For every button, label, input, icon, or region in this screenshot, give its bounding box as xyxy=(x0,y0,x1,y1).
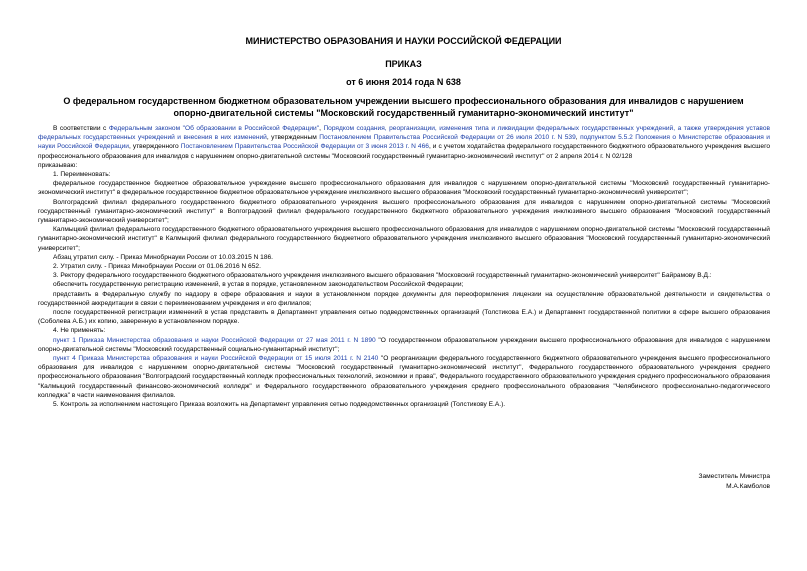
preamble-paragraph xyxy=(38,124,770,161)
item-4-text: "О реорганизации федерального государственного бюджетного образовательного учреждения высшего профессионального образования для инвалидов с нарушением опорно-двигательной системы "Московский государственный гуманитарно-экономический институт", Федерального государственного образовательного учреждения среднего профессионального образования "Волгоградский государственный колледж профессиональных технологий, экономики и права", Федерального государственного образовательного учреждения среднего профессионального образования "Калмыцкий государственный финансово-экономический колледж" и Федерального государственного образовательного учреждения среднего профессионального образования "Челябинского профессионально-педагогического колледжа" в части наименования филиалов. xyxy=(38,355,770,399)
order-1890-link[interactable]: пункт 1 Приказа Министерства образования и науки Российской Федерации от 27 мая 2011 г. N 1890 xyxy=(53,336,376,344)
item-5: 5. Контроль за исполнением настоящего Приказа возложить на Департамент управления сетью подведомственных организаций (Толстикову Е.А.). xyxy=(53,401,506,409)
ministry-regulation-link[interactable]: подпунктом 5.5.2 Положения о Министерстве образования и науки Российской Федерации xyxy=(38,134,770,151)
preamble-text: В соответствии с xyxy=(53,125,109,132)
item-1-paragraph: Волгоградский филиал федерального государственного бюджетного образовательного учреждения высшего профессионального образования для инвалидов с нарушением опорно-двигательной системы "Московский государственный гуманитарно-экономический институт" в Волгоградский филиал федерального государственного бюджетного образовательного учреждения инклюзивного высшего образования "Московский государственный гуманитарно-экономический университет"; xyxy=(38,198,770,225)
preamble-text: , утвержденным xyxy=(266,134,320,142)
document-type: ПРИКАЗ xyxy=(385,59,422,69)
item-2: 2. Утратил силу. - Приказ Минобрнауки России от 01.06.2016 N 652. xyxy=(53,263,261,271)
document-date-number: от 6 июня 2014 года N 638 xyxy=(346,77,461,87)
preamble-text: , xyxy=(575,134,581,142)
item-3-paragraph: представить в Федеральную службу по надзору в сфере образования и науки в установленном порядке документы для переоформления лицензии на осуществление образовательной деятельности и свидетельства о государственной аккредитации в связи с переименованием учреждения и его филиалов; xyxy=(38,290,770,307)
item-1-heading: 1. Переименовать: xyxy=(53,171,111,179)
item-4-paragraph xyxy=(38,354,770,400)
ministry-heading: МИНИСТЕРСТВО ОБРАЗОВАНИЯ И НАУКИ РОССИЙСКОЙ ФЕДЕРАЦИИ xyxy=(245,36,562,46)
signatory-position: Заместитель Министра xyxy=(698,473,770,480)
document-title: О федеральном государственном бюджетном образовательном учреждении высшего профессионального образования для инвалидов с нарушением опорно-двигательной системы "Московский государственный гуманитарно-экономический институт" xyxy=(63,96,744,118)
item-1-paragraph: Абзац утратил силу. - Приказ Минобрнауки России от 10.03.2015 N 186. xyxy=(53,253,274,261)
preamble-text: , утвержденного xyxy=(128,143,181,151)
preamble-text: , xyxy=(319,125,324,132)
item-1-paragraph: Калмыцкий филиал федерального государственного бюджетного образовательного учреждения высшего профессионального образования для инвалидов с нарушением опорно-двигательной системы "Московский государственный гуманитарно-экономический институт" в Калмыцкий филиал федерального государственного бюджетного образовательного учреждения инклюзивного высшего образования "Московский государственный гуманитарно-экономический университет"; xyxy=(38,226,770,252)
signature-block xyxy=(698,472,770,492)
resolution-539-link[interactable]: Постановлением Правительства Российской Федерации от 26 июля 2010 г. N 539 xyxy=(319,134,576,142)
item-3-heading: 3. Ректору федерального государственного бюджетного образовательного учреждения инклюзивного высшего образования "Московский государственный гуманитарно-экономический университет" Байрамову В.Д.: xyxy=(53,272,712,280)
order-2140-link[interactable]: пункт 4 Приказа Министерства образования и науки Российской Федерации от 15 июля 2011 г. N 2140 xyxy=(53,355,379,363)
federal-law-link[interactable]: Федеральным законом "Об образовании в Российской Федерации" xyxy=(108,125,320,132)
item-4-text: "О государственном образовательном учреждении высшего профессионального образования для инвалидов с нарушением опорно-двигательной системы "Московский государственный социально-гуманитарный институт"; xyxy=(38,336,770,353)
orders-line: приказываю: xyxy=(38,161,78,169)
resolution-466-link[interactable]: Постановлением Правительства Российской Федерации от 3 июня 2013 г. N 466 xyxy=(180,143,429,151)
signatory-name: М.А.Камболов xyxy=(726,483,770,490)
item-3-paragraph: обеспечить государственную регистрацию изменений, в устав в порядке, установленном законодательством Российской Федерации; xyxy=(53,281,464,289)
item-4-heading: 4. Не применять: xyxy=(53,327,106,335)
preamble-text: , и с учетом ходатайства федерального государственного бюджетного образовательного учреждения высшего профессионального образования для инвалидов с нарушением опорно-двигательной системы "Московский государственный гуманитарно-экономический институт" от 2 апреля 2014 г. N 02/128 xyxy=(38,143,771,160)
item-1-paragraph: федеральное государственное бюджетное образовательное учреждение высшего профессионального образования для инвалидов с нарушением опорно-двигательной системы "Московский государственный гуманитарно-экономический институт" в федеральное государственное бюджетное образовательное учреждение инклюзивного высшего образования "Московский государственный гуманитарно-экономический университет"; xyxy=(38,180,770,197)
item-3-paragraph: после государственной регистрации изменений в устав представить в Департамент управления сетью подведомственных организаций (Толстикова Е.А.) и Департамент государственной политики в сфере высшего образования (Соболева А.Б.) их копию, заверенную в установленном порядке. xyxy=(38,309,770,326)
document-body xyxy=(38,124,770,409)
procedure-link[interactable]: Порядком создания, реорганизации, изменения типа и ликвидации федеральных государственных учреждений, а также утверждения уставов федеральных государственных учреждений и внесения в них изменений xyxy=(38,125,770,142)
item-4-paragraph xyxy=(38,336,770,354)
